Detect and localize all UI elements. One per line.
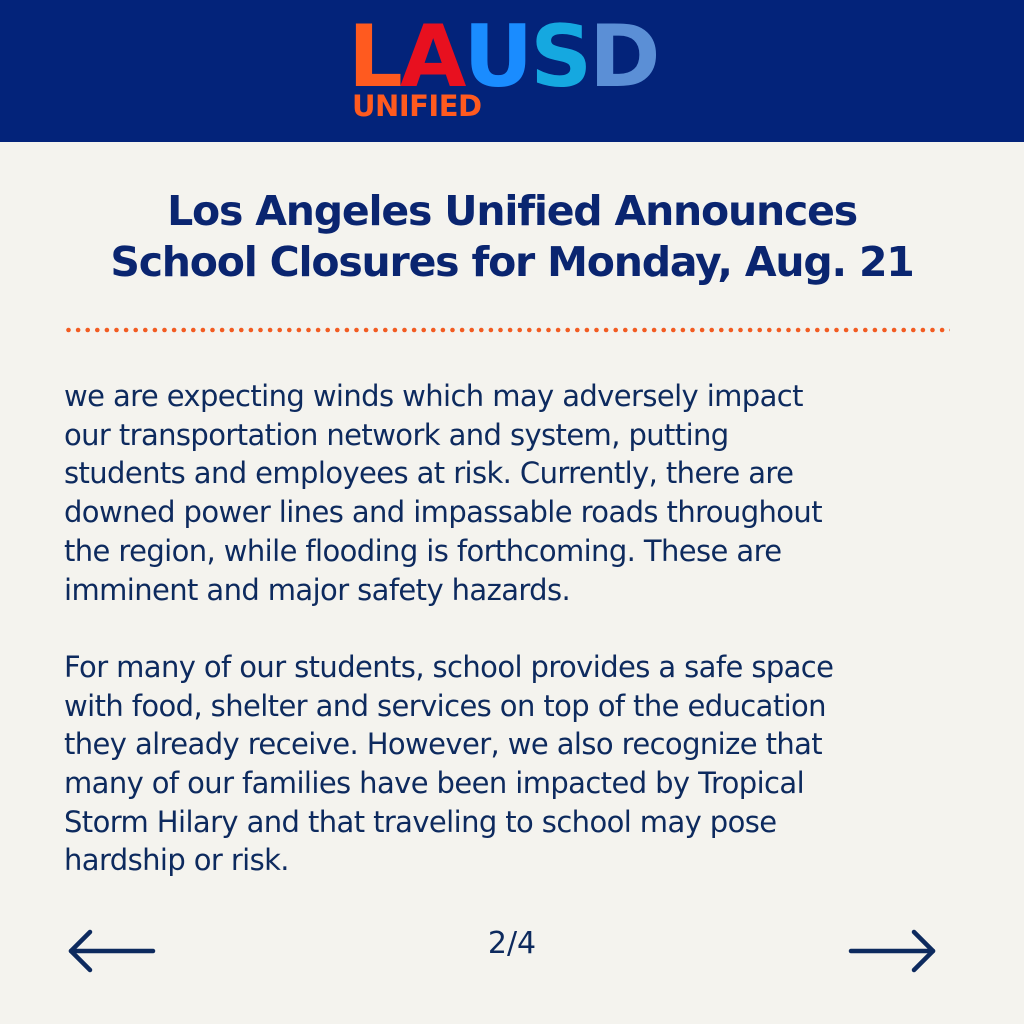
divider-dot: [537, 328, 542, 333]
divider-dot: [940, 328, 945, 333]
divider-dot: [911, 328, 916, 333]
text-line: our transportation network and system, putting: [64, 417, 729, 452]
divider-dot: [892, 328, 897, 333]
text-line: For many of our students, school provides a safe space: [64, 649, 834, 684]
logo-letter-d: D: [589, 7, 658, 107]
divider-dot: [834, 328, 839, 333]
text-line: imminent and major safety hazards.: [64, 572, 571, 607]
text-line: many of our families have been impacted by Tropical: [64, 766, 805, 801]
lausd-logo: [348, 7, 688, 126]
divider-dot: [76, 328, 81, 333]
divider-dot: [681, 328, 686, 333]
divider-dot: [949, 328, 950, 333]
divider-dot: [95, 328, 100, 333]
divider-dot: [393, 328, 398, 333]
divider-dot: [565, 328, 570, 333]
logo-subtitle: UNIFIED: [352, 89, 482, 123]
divider-dot: [239, 328, 244, 333]
divider-dot: [719, 328, 724, 333]
divider-dot: [335, 328, 340, 333]
divider-dot: [364, 328, 369, 333]
divider-dot: [652, 328, 657, 333]
divider-dot: [124, 328, 129, 333]
text-line: the region, while flooding is forthcoming. These are: [64, 533, 782, 568]
divider-dot: [613, 328, 618, 333]
divider-dot: [287, 328, 292, 333]
divider-dot: [805, 328, 810, 333]
divider-dot: [498, 328, 503, 333]
divider-dot: [316, 328, 321, 333]
divider-dot: [786, 328, 791, 333]
divider-dot: [853, 328, 858, 333]
divider-dot: [421, 328, 426, 333]
divider-dot: [767, 328, 772, 333]
text-line: with food, shelter and services on top of the education: [64, 688, 826, 723]
divider-dot: [546, 328, 551, 333]
divider-dot: [297, 328, 302, 333]
arrow-right-icon: [848, 926, 938, 976]
divider-dot: [690, 328, 695, 333]
divider-dot: [863, 328, 868, 333]
divider-dot: [373, 328, 378, 333]
divider-dot: [66, 328, 71, 333]
divider-dot: [901, 328, 906, 333]
divider-dot: [383, 328, 388, 333]
divider-dot: [882, 328, 887, 333]
divider-dot: [777, 328, 782, 333]
arrow-left-icon: [66, 926, 156, 976]
divider-dot: [210, 328, 215, 333]
divider-dot: [844, 328, 849, 333]
divider-dot: [585, 328, 590, 333]
divider-dot: [249, 328, 254, 333]
text-line: downed power lines and impassable roads throughout: [64, 495, 822, 530]
divider-dot: [306, 328, 311, 333]
next-slide-button[interactable]: [848, 926, 938, 976]
divider-dot: [556, 328, 561, 333]
logo-letter-s: S: [530, 7, 590, 107]
divider-dot: [460, 328, 465, 333]
text-line: we are expecting winds which may adversely impact: [64, 379, 803, 413]
divider-dot: [258, 328, 263, 333]
divider-dot: [930, 328, 935, 333]
divider-dot: [517, 328, 522, 333]
divider-dot: [757, 328, 762, 333]
divider-dot: [191, 328, 196, 333]
divider-dot: [441, 328, 446, 333]
dotted-divider: [66, 324, 950, 336]
paragraph: [64, 648, 964, 880]
divider-dot: [143, 328, 148, 333]
divider-dot: [450, 328, 455, 333]
divider-dot: [700, 328, 705, 333]
logo-letter-a: A: [399, 7, 464, 107]
divider-dot: [633, 328, 638, 333]
body-text: [64, 377, 964, 880]
divider-dot: [661, 328, 666, 333]
logo-letter-u: U: [463, 7, 531, 107]
divider-dot: [604, 328, 609, 333]
divider-dot: [201, 328, 206, 333]
title-line: School Closures for Monday, Aug. 21: [110, 238, 914, 286]
text-line: they already receive. However, we also recognize that: [64, 727, 823, 762]
divider-dot: [345, 328, 350, 333]
divider-dot: [402, 328, 407, 333]
divider-dot: [479, 328, 484, 333]
divider-dot: [527, 328, 532, 333]
page-indicator: 2/4: [487, 926, 537, 961]
divider-dot: [748, 328, 753, 333]
divider-dot: [508, 328, 513, 333]
text-line: hardship or risk.: [64, 843, 289, 878]
page-title: [40, 186, 984, 288]
divider-dot: [921, 328, 926, 333]
divider-dot: [671, 328, 676, 333]
divider-dot: [412, 328, 417, 333]
divider-dot: [354, 328, 359, 333]
divider-dot: [594, 328, 599, 333]
divider-dot: [709, 328, 714, 333]
divider-dot: [431, 328, 436, 333]
prev-slide-button[interactable]: [66, 926, 156, 976]
divider-dot: [85, 328, 90, 333]
divider-dot: [133, 328, 138, 333]
divider-dot: [796, 328, 801, 333]
divider-dot: [623, 328, 628, 333]
divider-dot: [181, 328, 186, 333]
divider-dot: [873, 328, 878, 333]
header-banner: [0, 0, 1024, 142]
divider-dot: [277, 328, 282, 333]
divider-dot: [825, 328, 830, 333]
divider-dot: [153, 328, 158, 333]
divider-dot: [642, 328, 647, 333]
text-line: Storm Hilary and that traveling to school may pose: [64, 804, 777, 839]
divider-dot: [489, 328, 494, 333]
divider-dot: [162, 328, 167, 333]
divider-dot: [469, 328, 474, 333]
divider-dot: [815, 328, 820, 333]
title-line: Los Angeles Unified Announces: [167, 187, 857, 235]
paragraph: [64, 377, 964, 609]
divider-dot: [114, 328, 119, 333]
logo-letter-l: L: [348, 7, 400, 107]
divider-dot: [325, 328, 330, 333]
divider-dot: [729, 328, 734, 333]
divider-dot: [172, 328, 177, 333]
divider-dot: [105, 328, 110, 333]
divider-dot: [220, 328, 225, 333]
divider-dot: [575, 328, 580, 333]
divider-dot: [738, 328, 743, 333]
text-line: students and employees at risk. Currently, there are: [64, 456, 794, 491]
divider-dot: [268, 328, 273, 333]
divider-dot: [229, 328, 234, 333]
